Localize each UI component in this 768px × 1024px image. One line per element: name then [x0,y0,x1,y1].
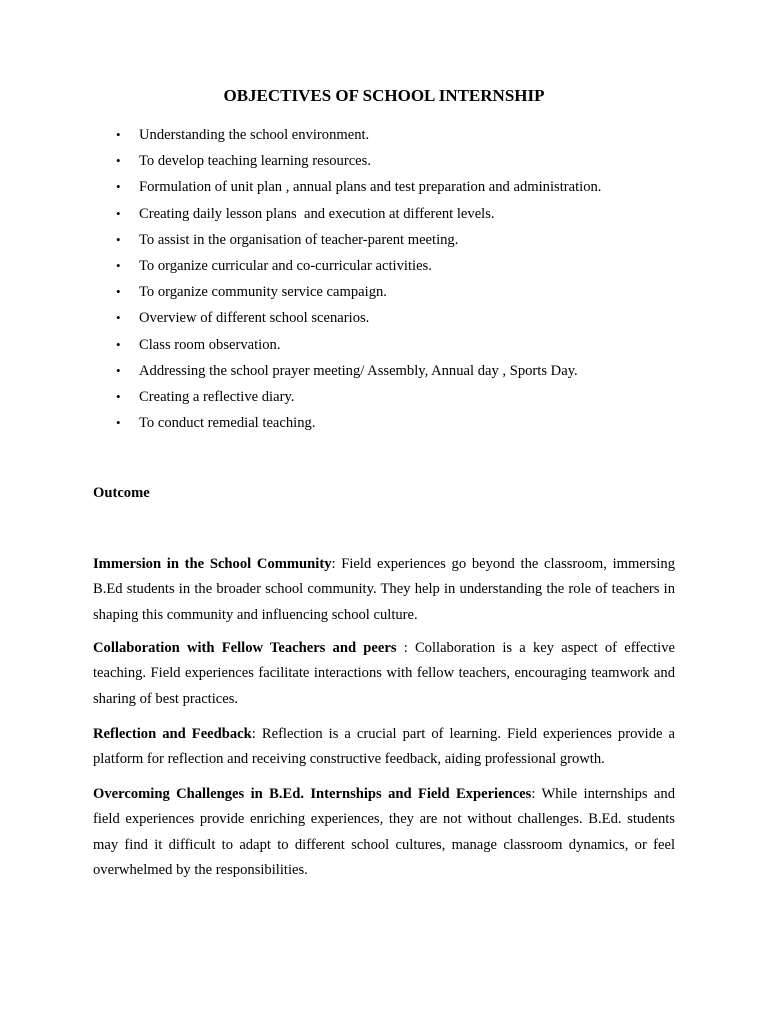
bullet-icon: • [116,388,121,404]
list-item [0,387,768,413]
outcome-paragraph-reflection [93,722,675,773]
list-item [0,308,768,334]
paragraph-separator: : [331,556,342,572]
list-item [0,256,768,282]
bullet-icon: • [116,336,121,352]
paragraph-text: Collaboration is a key aspect of effective teaching. Field experiences facilitate interactions with fellow teachers, encouraging teamwork and sharing of best practices. [93,640,675,707]
paragraph-text: Field experiences go beyond the classroom, immersing B.Ed students in the broader school community. They help in understanding the role of teachers in shaping this community and influencing school culture. [93,556,676,623]
bullet-icon: • [116,284,121,300]
list-item [0,177,768,203]
paragraph-heading: Collaboration with Fellow Teachers and peers [93,640,397,656]
list-item [0,335,768,361]
list-item [0,125,768,151]
bullet-icon: • [116,310,121,326]
bullet-icon: • [116,179,121,195]
list-item-text: Addressing the school prayer meeting/ Assembly, Annual day , Sports Day. [139,362,578,379]
paragraph-heading: Immersion in the School Community [93,556,332,572]
list-item [0,151,768,177]
list-item [0,204,768,230]
bullet-icon: • [116,231,121,247]
list-item [0,282,768,308]
outcome-paragraph-challenges [93,782,675,883]
paragraph-heading: Overcoming Challenges in B.Ed. Internships and Field Experiences [93,786,532,802]
list-item-text: To conduct remedial teaching. [139,415,316,432]
outcome-paragraph-collaboration [93,636,675,712]
outcome-heading: Outcome [93,485,150,501]
paragraph-separator: : [251,726,262,742]
paragraph-text: While internships and field experiences provide enriching experiences, they are not without challenges. B.Ed. students may find it difficult to adapt to different school cultures, manage classroom dynamics, or feel overwhelmed by the responsibilities. [93,786,675,878]
objectives-list [0,125,768,439]
list-item-text: Understanding the school environment. [139,127,370,143]
list-item-text: To organize curricular and co-curricular activities. [139,257,432,274]
outcome-paragraph-immersion [93,552,675,628]
list-item-text: Formulation of unit plan , annual plans and test preparation and administration. [139,179,602,196]
list-item [0,230,768,256]
list-item [0,413,768,439]
bullet-icon: • [116,415,121,431]
list-item-text: Overview of different school scenarios. [139,310,370,327]
document-title: OBJECTIVES OF SCHOOL INTERNSHIP [223,86,545,105]
paragraph-separator: : [531,786,542,802]
paragraph-separator: : [396,640,415,656]
paragraph-text: Reflection is a crucial part of learning. Field experiences provide a platform for reflection and receiving constructive feedback, aiding professional growth. [93,726,675,768]
paragraph-heading: Reflection and Feedback [93,726,252,742]
list-item-text: To organize community service campaign. [139,284,387,301]
list-item-text: To assist in the organisation of teacher-parent meeting. [139,231,459,248]
list-item-text: To develop teaching learning resources. [139,153,371,170]
bullet-icon: • [116,205,121,221]
bullet-icon: • [116,153,121,169]
bullet-icon: • [116,362,121,378]
list-item [0,361,768,387]
bullet-icon: • [116,127,121,142]
bullet-icon: • [116,257,121,273]
list-item-text: Creating a reflective diary. [139,388,295,405]
list-item-text: Creating daily lesson plans and execution at different levels. [139,205,495,222]
list-item-text: Class room observation. [139,336,281,353]
